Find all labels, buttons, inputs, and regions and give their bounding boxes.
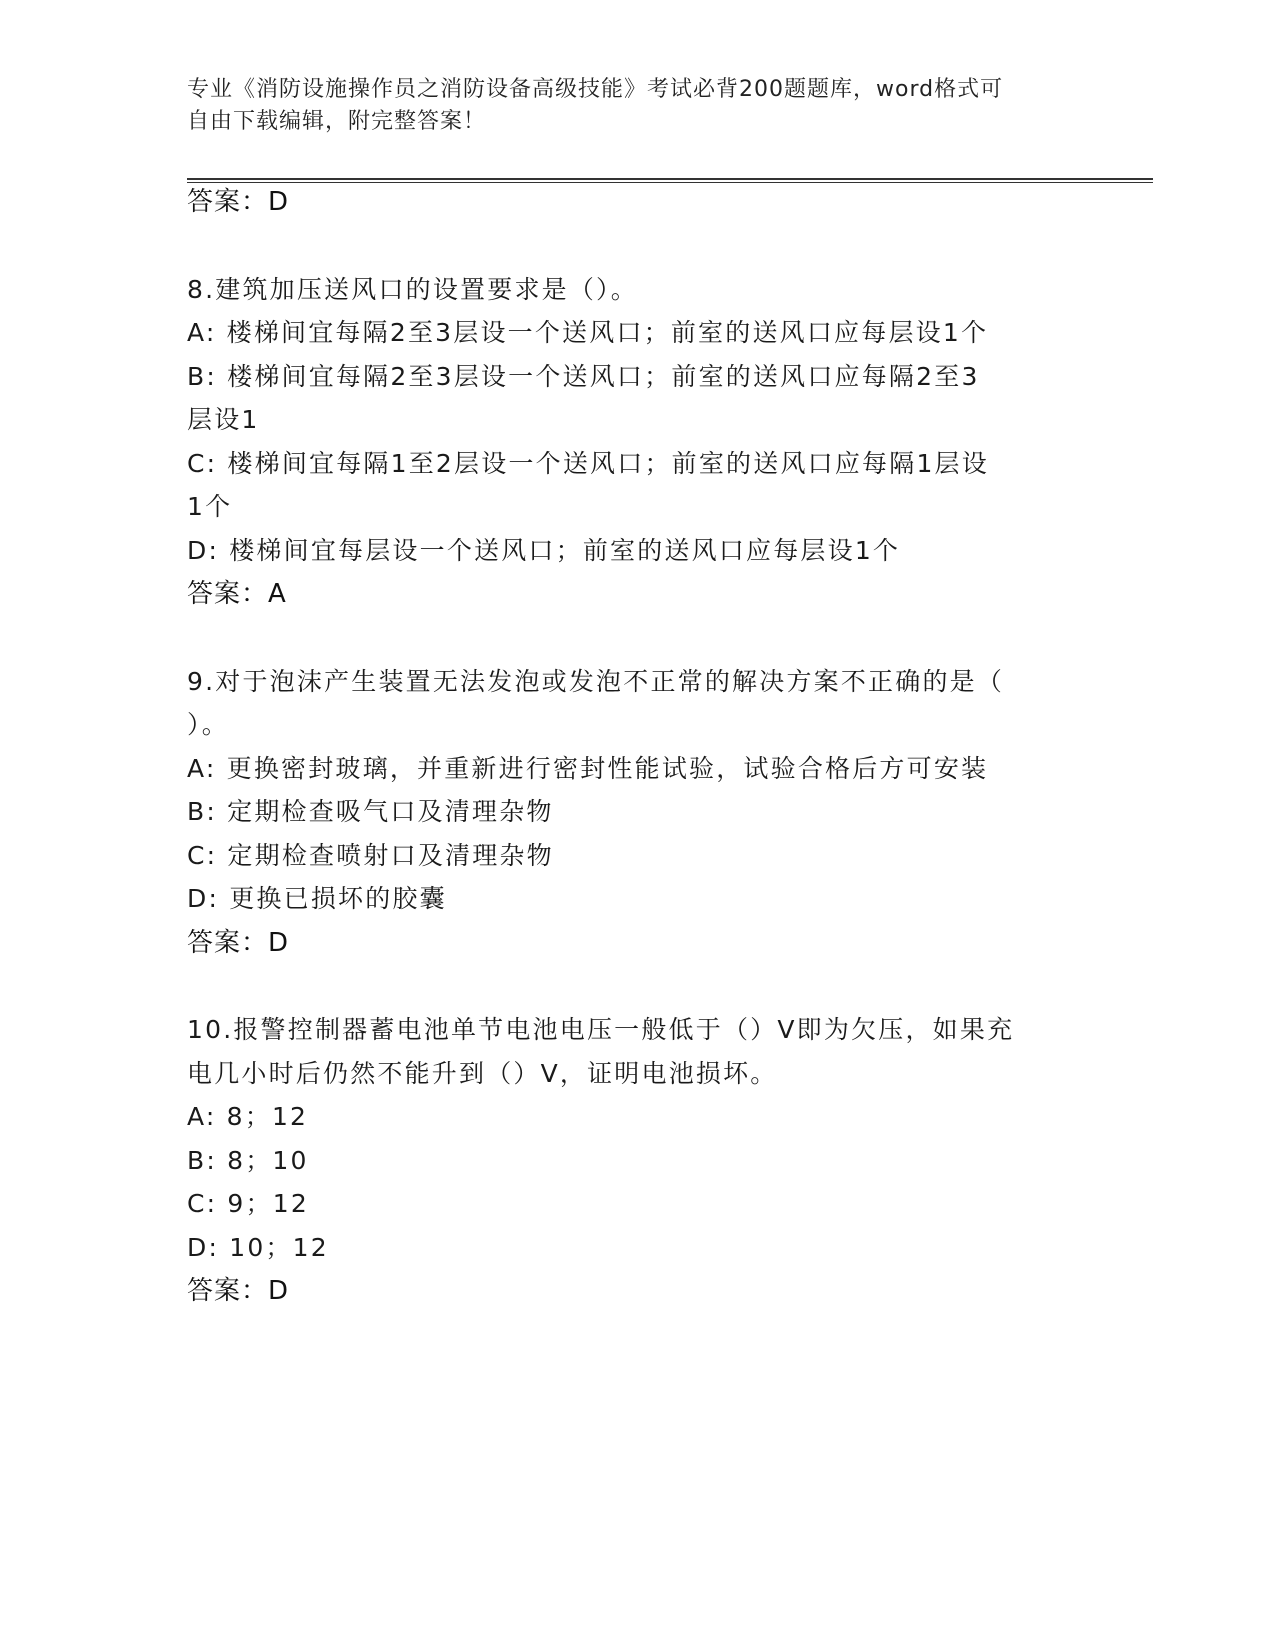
option-c: C: 定期检查喷射口及清理杂物 [187, 841, 554, 870]
option-c-continued: 1个 [187, 492, 233, 521]
option-b: B: 定期检查吸气口及清理杂物 [187, 797, 554, 826]
option-a: A: 8；12 [187, 1102, 309, 1131]
document-header [187, 74, 1087, 138]
option-b-continued: 层设1 [187, 405, 260, 434]
option-a: A: 更换密封玻璃，并重新进行密封性能试验，试验合格后方可安装 [187, 754, 989, 783]
option-b: B: 8；10 [187, 1146, 309, 1175]
question-stem-continued: 电几小时后仍然不能升到（）V，证明电池损坏。 [187, 1059, 778, 1088]
option-b: B: 楼梯间宜每隔2至3层设一个送风口；前室的送风口应每隔2至3 [187, 362, 980, 391]
header-rule [187, 178, 1153, 183]
header-line-2: 自由下载编辑，附完整答案！ [187, 109, 487, 134]
option-c: C: 楼梯间宜每隔1至2层设一个送风口；前室的送风口应每隔1层设 [187, 449, 989, 478]
question-stem-continued: ）。 [187, 710, 229, 739]
question-stem: 8.建筑加压送风口的设置要求是（）。 [187, 275, 638, 304]
answer: 答案：A [187, 579, 287, 609]
header-line-1: 专业《消防设施操作员之消防设备高级技能》考试必背200题题库，word格式可 [187, 77, 1004, 102]
option-d: D: 更换已损坏的胶囊 [187, 884, 447, 913]
question-stem: 10.报警控制器蓄电池单节电池电压一般低于（）V即为欠压，如果充 [187, 1015, 1015, 1044]
option-d: D: 10；12 [187, 1233, 329, 1262]
answer: 答案：D [187, 928, 290, 958]
previous-answer: 答案：D [187, 187, 290, 217]
option-c: C: 9；12 [187, 1189, 309, 1218]
option-a: A: 楼梯间宜每隔2至3层设一个送风口；前室的送风口应每层设1个 [187, 318, 989, 347]
question-stem: 9.对于泡沫产生装置无法发泡或发泡不正常的解决方案不正确的是（ [187, 667, 1005, 696]
option-d: D: 楼梯间宜每层设一个送风口；前室的送风口应每层设1个 [187, 536, 901, 565]
answer: 答案：D [187, 1276, 290, 1306]
